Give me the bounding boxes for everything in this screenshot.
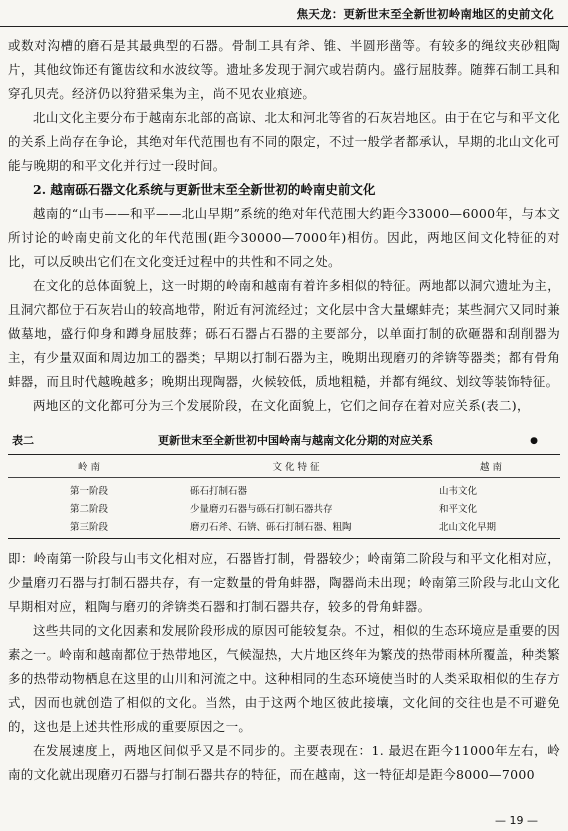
paragraph: 或数对沟槽的磨石是其最典型的石器。骨制工具有斧、锥、半圆形凿等。有较多的绳纹夹砂粗陶片，其他纹饰还有篦齿纹和水波纹等。遗址多发现于洞穴或岩荫内。盛行屈肢葬。随葬石制工具和穿孔贝壳。经济仍以狩猎采集为主，尚不见农业痕迹。 [8,38,560,101]
table-number: 表二 [12,434,34,447]
paragraph: 即：岭南第一阶段与山韦文化相对应，石器皆打制，骨器较少；岭南第二阶段与和平文化相对应，少量磨刃石器与打制石器共存，有一定数量的骨角蚌器，陶器尚未出现；岭南第三阶段与北山文化早期相对应，粗陶与磨刃的斧锛类石器和打制石器共存，较多的骨角蚌器。 [8,551,560,614]
paragraph: 北山文化主要分布于越南东北部的高谅、北太和河北等省的石灰岩地区。由于在它与和平文化的关系上尚存在争论，其绝对年代范围也有不同的限定，不过一般学者都承认，早期的北山文化可能与晚期的和平文化并行过一段时间。 [8,110,560,173]
page-number: — 19 — [495,814,538,827]
table-cell: 山韦文化 [439,486,478,497]
table-cell: 第一阶段 [69,486,108,497]
column-header-features: 文 化 特 征 [170,455,423,478]
table-cell: 砾石打制石器 [190,486,248,497]
column-header-lingnan: 岭 南 [8,455,170,478]
table-caption [8,428,560,454]
section-heading: 2. 越南砾石器文化系统与更新世末至全新世初的岭南史前文化 [33,182,376,197]
dot-mark: ● [530,436,538,446]
table-row [8,499,560,517]
table [8,454,560,539]
table-cell: 少量磨刃石器与砾石打制石器共存 [190,504,333,515]
table-title: 更新世末至全新世初中国岭南与越南文化分期的对应关系 [158,434,433,447]
paragraph: 在发展速度上，两地区间似乎又是不同步的。主要表现在：1. 最迟在距今11000年左右，岭南的文化就出现磨刃石器与打制石器共存的特征，而在越南，这一特征却是距今8000—7000 [8,743,560,782]
running-header [0,0,568,27]
column-header-vietnam: 越 南 [423,455,560,478]
correspondence-table [8,428,560,539]
table-cell: 第三阶段 [69,522,108,533]
table-cell: 磨刃石斧、石锛、砾石打制石器、粗陶 [190,522,352,533]
table-header-row [8,455,560,478]
table-cell: 北山文化早期 [439,522,497,533]
table-row [8,478,560,500]
table-row [8,517,560,539]
page-body [8,34,560,787]
paragraph: 越南的“山韦——和平——北山早期”系统的绝对年代范围大约距今33000—6000年，与本文所讨论的岭南史前文化的年代范围(距今30000—7000年)相仿。因此，两地区间文化特征的对比，可以反映出它们在文化变迁过程中的共性和不同之处。 [8,206,560,269]
paragraph: 两地区的文化都可分为三个发展阶段，在文化面貌上，它们之间存在着对应关系(表二)， [33,398,530,413]
header-title: 焦天龙：更新世末至全新世初岭南地区的史前文化 [296,7,554,21]
paragraph: 在文化的总体面貌上，这一时期的岭南和越南有着许多相似的特征。两地都以洞穴遗址为主，且洞穴都位于石灰岩山的较高地带，附近有河流经过；文化层中含大量螺蚌壳；某些洞穴又同时兼做墓地，盛行仰身和蹲身屈肢葬；砾石石器占石器的主要部分，以单面打制的砍砸器和刮削器为主，有少量双面和周边加工的器类；早期以打制石器为主，晚期出现磨刃的斧锛等器类；都有骨角蚌器，而且时代越晚越多；晚期出现陶器，火候较低，质地粗糙，并都有绳纹、划纹等装饰特征。 [8,278,560,389]
table-cell: 第二阶段 [69,504,108,515]
paragraph: 这些共同的文化因素和发展阶段形成的原因可能较复杂。不过，相似的生态环境应是重要的因素之一。岭南和越南都位于热带地区，气候湿热，大片地区终年为繁茂的热带雨林所覆盖，种类繁多的热带动物栖息在这里的山川和河流之中。这种相同的生态环境使当时的人类采取相似的生存方式，因而也就创造了相似的文化。当然，由于这两个地区彼此接壤，文化间的交往也是不可避免的，这也是上述共性形成的重要原因之一。 [8,623,560,734]
table-cell: 和平文化 [439,504,478,515]
